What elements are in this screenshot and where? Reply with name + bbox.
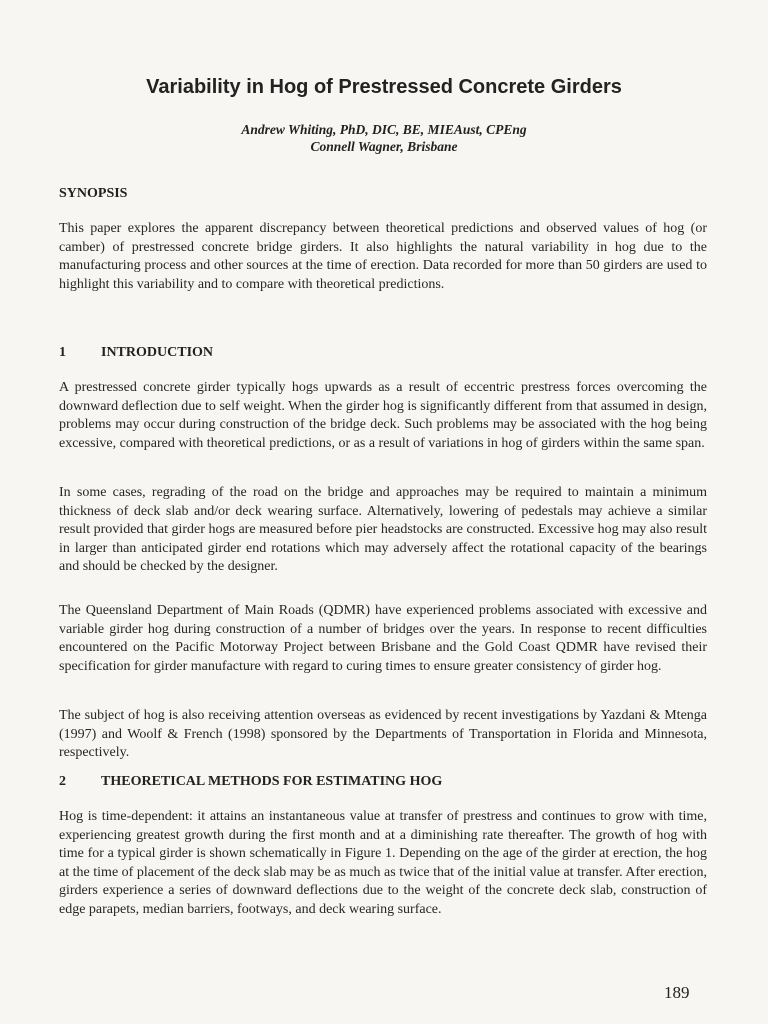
- section-1-number: 1: [59, 345, 66, 360]
- section-1-paragraph-1: A prestressed concrete girder typically hogs upwards as a result of eccentric prestress forces overcoming the downward deflection due to self weight. When the girder hog is significantly different from that assumed in design, problems may occur during construction of the bridge deck. Such problems may be associated with the hog being excessive, compared with theoretical predictions, or as a result of variations in hog of girders within the same span.: [59, 380, 707, 451]
- section-2-title: THEORETICAL METHODS FOR ESTIMATING HOG: [101, 774, 443, 789]
- author-name: Andrew Whiting, PhD, DIC, BE, MIEAust, CPEng: [241, 122, 527, 137]
- section-1-paragraph-4: The subject of hog is also receiving attention overseas as evidenced by recent investigations by Yazdani & Mtenga (1997) and Woolf & French (1998) sponsored by the Departments of Transportation in Florida and Minnesota, respectively.: [59, 708, 707, 761]
- section-1-paragraph-3: The Queensland Department of Main Roads (QDMR) have experienced problems associated with excessive and variable girder hog during construction of a number of bridges over the years. In response to recent difficulties encountered on the Pacific Motorway Project between Brisbane and the Gold Coast QDMR have revised their specification for girder manufacture with regard to curing times to ensure greater consistency of girder hog.: [59, 603, 707, 674]
- synopsis-paragraph: This paper explores the apparent discrepancy between theoretical predictions and observed values of hog (or camber) of prestressed concrete bridge girders. It also highlights the natural variability in hog due to the manufacturing process and other sources at the time of erection. Data recorded for more than 50 girders are used to highlight this variability and to compare with theoretical predictions.: [59, 221, 707, 292]
- section-2-heading: [59, 774, 442, 790]
- page-number: 189: [664, 983, 690, 1002]
- synopsis-heading: SYNOPSIS: [59, 186, 128, 201]
- author-block: [40, 121, 728, 155]
- section-2-number: 2: [59, 774, 66, 789]
- section-1-title: INTRODUCTION: [101, 345, 214, 360]
- section-2-paragraph-1: Hog is time-dependent: it attains an instantaneous value at transfer of prestress and continues to grow with time, experiencing greatest growth during the first month and at a diminishing rate thereafter. The growth of hog with time for a typical girder is shown schematically in Figure 1. Depending on the age of the girder at erection, the hog at the time of placement of the deck slab may be as much as twice that of the initial value at transfer. After erection, girders experience a series of downward deflections due to the weight of the concrete deck slab, construction of edge parapets, median barriers, footways, and deck wearing surface.: [59, 809, 707, 917]
- section-1-paragraph-2: In some cases, regrading of the road on the bridge and approaches may be required to maintain a minimum thickness of deck slab and/or deck wearing surface. Alternatively, lowering of pedestals may achieve a similar result provided that girder hogs are measured before pier headstocks are constructed. Excessive hog may also result in larger than anticipated girder end rotations which may adversely affect the rotational capacity of the bearings and should be checked by the designer.: [59, 485, 707, 575]
- section-1-heading: [59, 345, 213, 361]
- paper-title: Variability in Hog of Prestressed Concrete Girders: [146, 76, 622, 98]
- author-affiliation: Connell Wagner, Brisbane: [310, 139, 458, 154]
